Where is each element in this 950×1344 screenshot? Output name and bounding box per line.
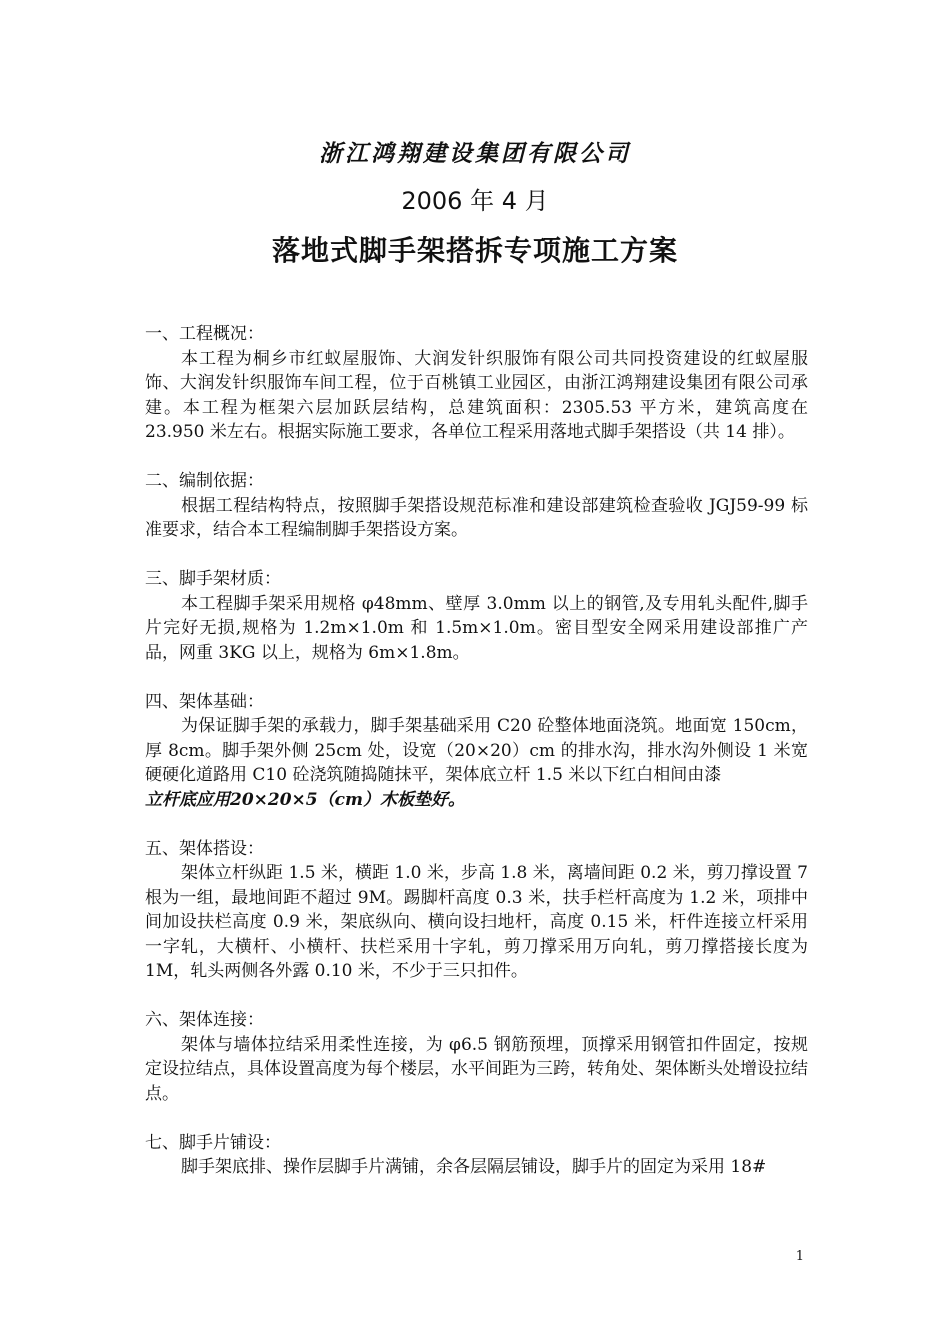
- section-heading: 六、架体连接：: [145, 1010, 264, 1030]
- document-title: 落地式脚手架搭拆专项施工方案: [271, 234, 678, 267]
- section-boards: [145, 1131, 808, 1180]
- document-body: [145, 322, 808, 1204]
- section-basis: [145, 469, 808, 543]
- section-paragraph: 本工程为桐乡市红蚁屋服饰、大润发针织服饰有限公司共同投资建设的红蚁屋服饰、大润发针织服饰车间工程，位于百桃镇工业园区，由浙江鸿翔建设集团有限公司承建。本工程为框架六层加跃层结构，总建筑面积：2305.53 平方米，建筑高度在 23.950 米左右。根据实际施工要求，各单位工程采用落地式脚手架搭设（共 14 排）。: [145, 348, 808, 442]
- emphasis-text: 立杆底应用20×20×5（cm）木板垫好。: [145, 789, 465, 810]
- section-paragraph: 架体与墙体拉结采用柔性连接，为 φ6.5 钢筋预埋，顶撑采用钢管扣件固定，按规定设拉结点，具体设置高度为每个楼层，水平间距为三跨，转角处、架体断头处增设拉结点。: [145, 1034, 808, 1104]
- section-paragraph: 本工程脚手架采用规格 φ48mm、壁厚 3.0mm 以上的钢管,及专用轧头配件,脚手片完好无损,规格为 1.2m×1.0m 和 1.5m×1.0m。密目型安全网采用建设部推广产品，网重 3KG 以上，规格为 6m×1.8m。: [145, 593, 808, 663]
- company-name: 浙江鸿翔建设集团有限公司: [319, 140, 631, 167]
- document-date: 2006 年 4 月: [401, 187, 549, 215]
- section-paragraph: 架体立杆纵距 1.5 米，横距 1.0 米，步高 1.8 米，离墙间距 0.2 米，剪刀撑设置 7 根为一组，最地间距不超过 9M。踢脚杆高度 0.3 米，扶手栏杆高度为 1.2 米，项排中间加设扶栏高度 0.9 米，架底纵向、横向设扫地杆，高度 0.15 米，杆件连接立杆采用一字轧，大横杆、小横杆、扶栏采用十字轧，剪刀撑采用万向轧，剪刀撑搭接长度为 1M，轧头两侧各外露 0.10 米，不少于三只扣件。: [145, 863, 808, 981]
- section-heading: 三、脚手架材质：: [145, 569, 281, 589]
- section-foundation: [145, 690, 808, 813]
- section-materials: [145, 567, 808, 665]
- section-paragraph: 脚手架底排、操作层脚手片满铺，余各层隔层铺设，脚手片的固定为采用 18#: [181, 1157, 767, 1177]
- section-heading: 二、编制依据：: [145, 471, 264, 491]
- section-connection: [145, 1008, 808, 1106]
- section-heading: 七、脚手片铺设：: [145, 1132, 281, 1153]
- section-heading: 五、架体搭设：: [145, 838, 264, 859]
- section-heading: 一、工程概况：: [145, 324, 264, 344]
- section-paragraph: 为保证脚手架的承载力，脚手架基础采用 C20 砼整体地面浇筑。地面宽 150cm，厚 8cm。脚手架外侧 25cm 处，设宽（20×20）cm 的排水沟，排水沟外侧设 1 米宽硬硬化道路用 C10 砼浇筑随捣随抹平，架体底立杆 1.5 米以下红白相间由漆: [145, 716, 808, 785]
- section-overview: [145, 322, 808, 445]
- section-emphasis-line: [145, 788, 808, 813]
- section-erection: [145, 837, 808, 984]
- page-number: 1: [795, 1249, 804, 1264]
- section-paragraph: 根据工程结构特点，按照脚手架搭设规范标准和建设部建筑检查验收 JGJ59-99 标准要求，结合本工程编制脚手架搭设方案。: [145, 495, 808, 540]
- section-heading: 四、架体基础：: [145, 691, 264, 712]
